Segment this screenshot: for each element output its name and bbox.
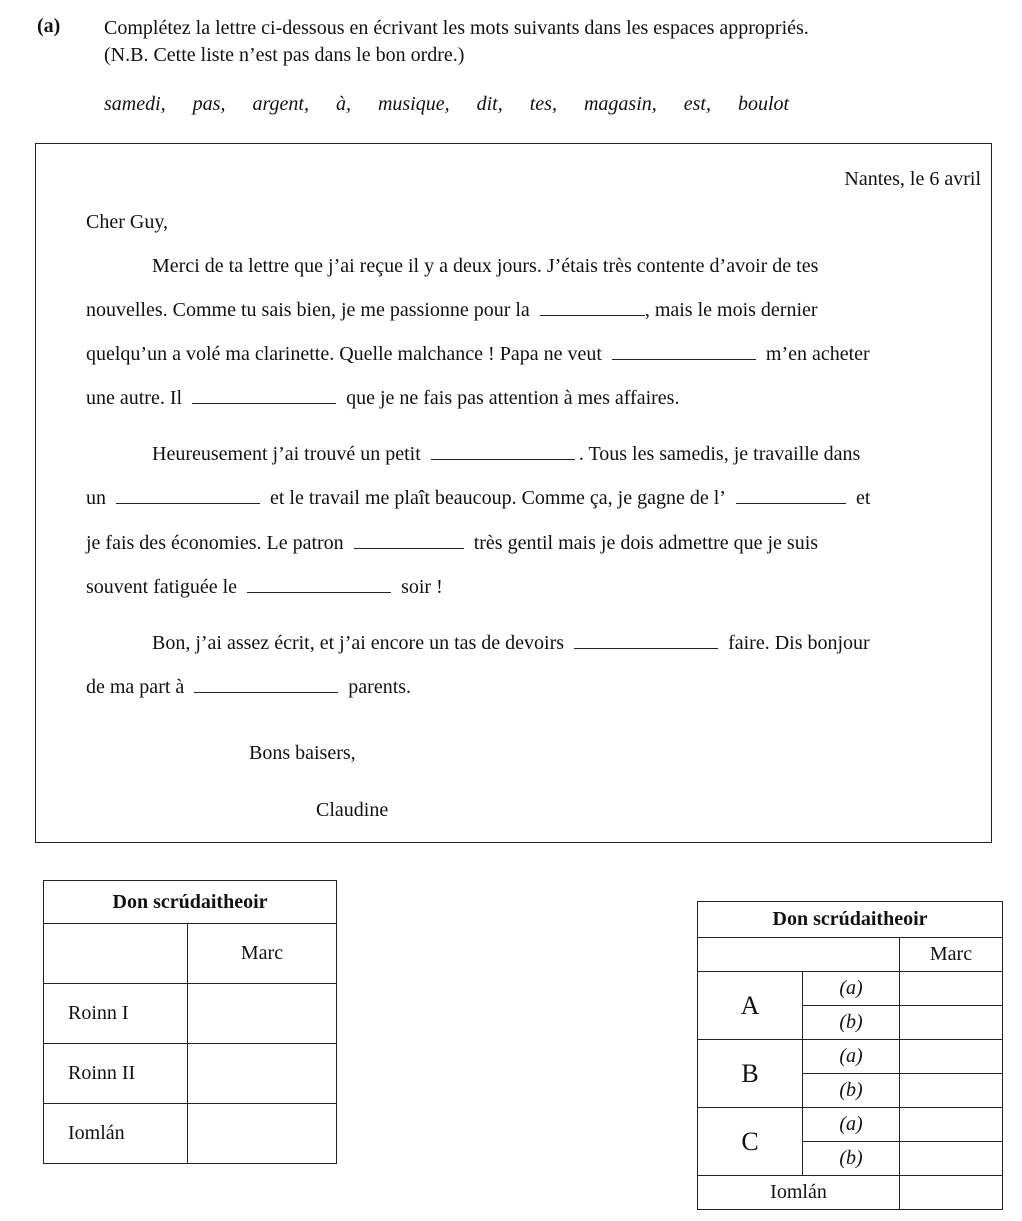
mark-cell[interactable] <box>900 1108 1003 1142</box>
blank-2[interactable] <box>612 345 756 360</box>
closing: Bons baisers, <box>249 742 356 764</box>
blank-7[interactable] <box>354 534 464 549</box>
word-item: tes, <box>529 93 557 115</box>
signature: Claudine <box>316 799 389 821</box>
word-item: dit, <box>476 93 503 115</box>
word-item: à, <box>335 93 351 115</box>
table-title: Don scrúdaitheoir <box>44 881 337 924</box>
empty-header-cell <box>44 924 188 984</box>
blank-6[interactable] <box>736 489 846 504</box>
word-item: magasin, <box>583 93 657 115</box>
letter-line-1: Merci de ta lettre que j’ai reçue il y a deux jours. J’étais très contente d’avoir de tes <box>152 255 819 277</box>
section-label: A <box>698 972 803 1040</box>
letter-line-4: une autre. Il que je ne fais pas attention à mes affaires. <box>86 387 680 409</box>
mark-cell[interactable] <box>188 1104 337 1164</box>
instruction-line-2: (N.B. Cette liste n’est pas dans le bon ordre.) <box>104 44 465 66</box>
word-item: musique, <box>377 93 450 115</box>
blank-9[interactable] <box>574 634 718 649</box>
part-label: (a) <box>803 972 900 1006</box>
letter-line-8: souvent fatiguée le soir ! <box>86 576 443 598</box>
word-list <box>104 93 816 116</box>
blank-1[interactable] <box>540 301 645 316</box>
mark-cell[interactable] <box>188 984 337 1044</box>
word-item: boulot <box>737 93 790 115</box>
row-label: Iomlán <box>44 1104 188 1164</box>
examiner-table-left <box>43 880 337 1164</box>
mark-cell[interactable] <box>900 972 1003 1006</box>
letter-line-7: je fais des économies. Le patron très gentil mais je dois admettre que je suis <box>86 532 819 554</box>
instruction-line-1: Complétez la lettre ci-dessous en écrivant les mots suivants dans les espaces appropriés. <box>104 17 809 39</box>
marc-header: Marc <box>900 938 1003 972</box>
place-date: Nantes, le 6 avril <box>844 168 981 190</box>
blank-5[interactable] <box>116 489 260 504</box>
blank-3[interactable] <box>192 389 336 404</box>
letter-line-10: de ma part à parents. <box>86 676 412 698</box>
word-item: samedi, <box>104 93 166 115</box>
part-label: (b) <box>803 1074 900 1108</box>
examiner-table-right <box>697 901 1003 1210</box>
table-title: Don scrúdaitheoir <box>698 902 1003 938</box>
mark-cell[interactable] <box>900 1040 1003 1074</box>
row-label: Roinn I <box>44 984 188 1044</box>
mark-cell[interactable] <box>900 1006 1003 1040</box>
blank-10[interactable] <box>194 678 338 693</box>
word-item: pas, <box>192 93 226 115</box>
letter-box <box>35 143 992 843</box>
mark-cell[interactable] <box>900 1176 1003 1210</box>
letter-line-6: un et le travail me plaît beaucoup. Comme ça, je gagne de l’ et <box>86 487 871 509</box>
part-label: (b) <box>803 1006 900 1040</box>
word-item: est, <box>683 93 711 115</box>
letter-line-2: nouvelles. Comme tu sais bien, je me passionne pour la , mais le mois dernier <box>86 299 818 321</box>
letter-line-5: Heureusement j’ai trouvé un petit . Tous les samedis, je travaille dans <box>152 443 861 465</box>
part-label: (a) <box>803 1108 900 1142</box>
mark-cell[interactable] <box>900 1142 1003 1176</box>
blank-4[interactable] <box>431 445 575 460</box>
word-item: argent, <box>252 93 309 115</box>
empty-header-cell <box>698 938 900 972</box>
mark-cell[interactable] <box>900 1074 1003 1108</box>
mark-cell[interactable] <box>188 1044 337 1104</box>
question-label: (a) <box>37 15 61 37</box>
blank-8[interactable] <box>247 578 391 593</box>
total-label: Iomlán <box>698 1176 900 1210</box>
row-label: Roinn II <box>44 1044 188 1104</box>
greeting: Cher Guy, <box>86 211 169 233</box>
marc-header: Marc <box>188 924 337 984</box>
letter-line-3: quelqu’un a volé ma clarinette. Quelle malchance ! Papa ne veut m’en acheter <box>86 343 870 365</box>
section-label: C <box>698 1108 803 1176</box>
part-label: (b) <box>803 1142 900 1176</box>
part-label: (a) <box>803 1040 900 1074</box>
section-label: B <box>698 1040 803 1108</box>
instructions <box>104 15 809 69</box>
letter-line-9: Bon, j’ai assez écrit, et j’ai encore un tas de devoirs faire. Dis bonjour <box>152 632 870 654</box>
